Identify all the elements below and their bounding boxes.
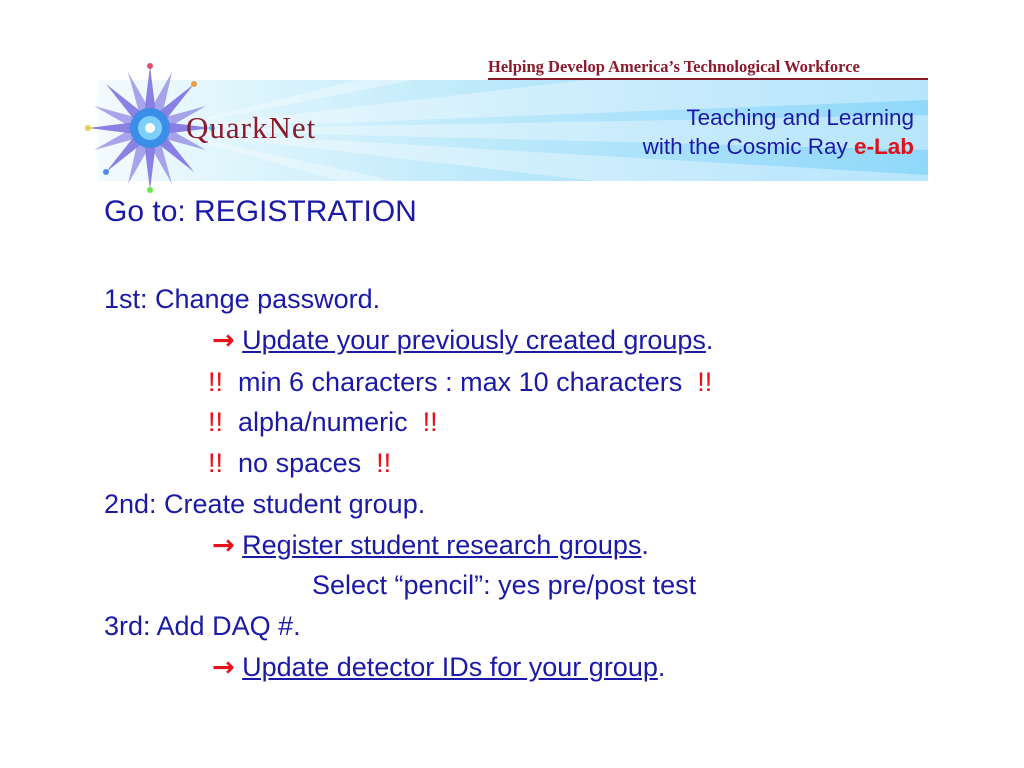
step3-action: [212, 651, 665, 684]
step2-note: Select “pencil”: yes pre/post test: [312, 570, 697, 600]
password-rule-length: [208, 366, 712, 398]
step3-link-suffix: .: [657, 652, 666, 682]
password-rule-alphanumeric: [208, 406, 438, 438]
update-detector-ids-link[interactable]: Update detector IDs for your group: [242, 652, 658, 682]
register-groups-link[interactable]: Register student research groups: [242, 530, 642, 560]
rule-text: alpha/numeric: [238, 407, 408, 437]
warning-marker: !!: [208, 407, 224, 437]
step1-label: 1st: Change password.: [104, 284, 381, 314]
banner-subtitle-prefix: with the Cosmic Ray: [642, 134, 854, 159]
banner-subtitle: [643, 103, 914, 161]
arrow-right-icon: →: [212, 530, 235, 561]
step1-link-suffix: .: [705, 325, 714, 355]
page-heading: Go to: REGISTRATION: [104, 195, 417, 228]
rule-text: no spaces: [238, 448, 362, 478]
tagline: Helping Develop America’s Technological Workforce: [488, 57, 860, 76]
warning-marker: !!: [697, 367, 713, 397]
warning-marker: !!: [208, 367, 224, 397]
rule-text: min 6 characters : max 10 characters: [238, 367, 683, 397]
step2-label: 2nd: Create student group.: [104, 489, 426, 519]
banner-subtitle-line2: [643, 132, 914, 161]
arrow-right-icon: →: [212, 325, 235, 356]
elab-label: e-Lab: [853, 134, 914, 159]
warning-marker: !!: [422, 407, 438, 437]
logo-text: QuarkNet: [186, 110, 317, 145]
arrow-right-icon: →: [212, 652, 235, 683]
banner-subtitle-line1: Teaching and Learning: [686, 105, 914, 130]
warning-marker: !!: [376, 448, 392, 478]
step3-label: 3rd: Add DAQ #.: [104, 611, 301, 641]
step2-link-suffix: .: [641, 530, 649, 560]
update-groups-link[interactable]: Update your previously created groups: [242, 325, 706, 355]
step1-action: [212, 324, 713, 357]
password-rule-spaces: [208, 447, 391, 479]
step2-action: [212, 529, 649, 562]
warning-marker: !!: [208, 448, 224, 478]
